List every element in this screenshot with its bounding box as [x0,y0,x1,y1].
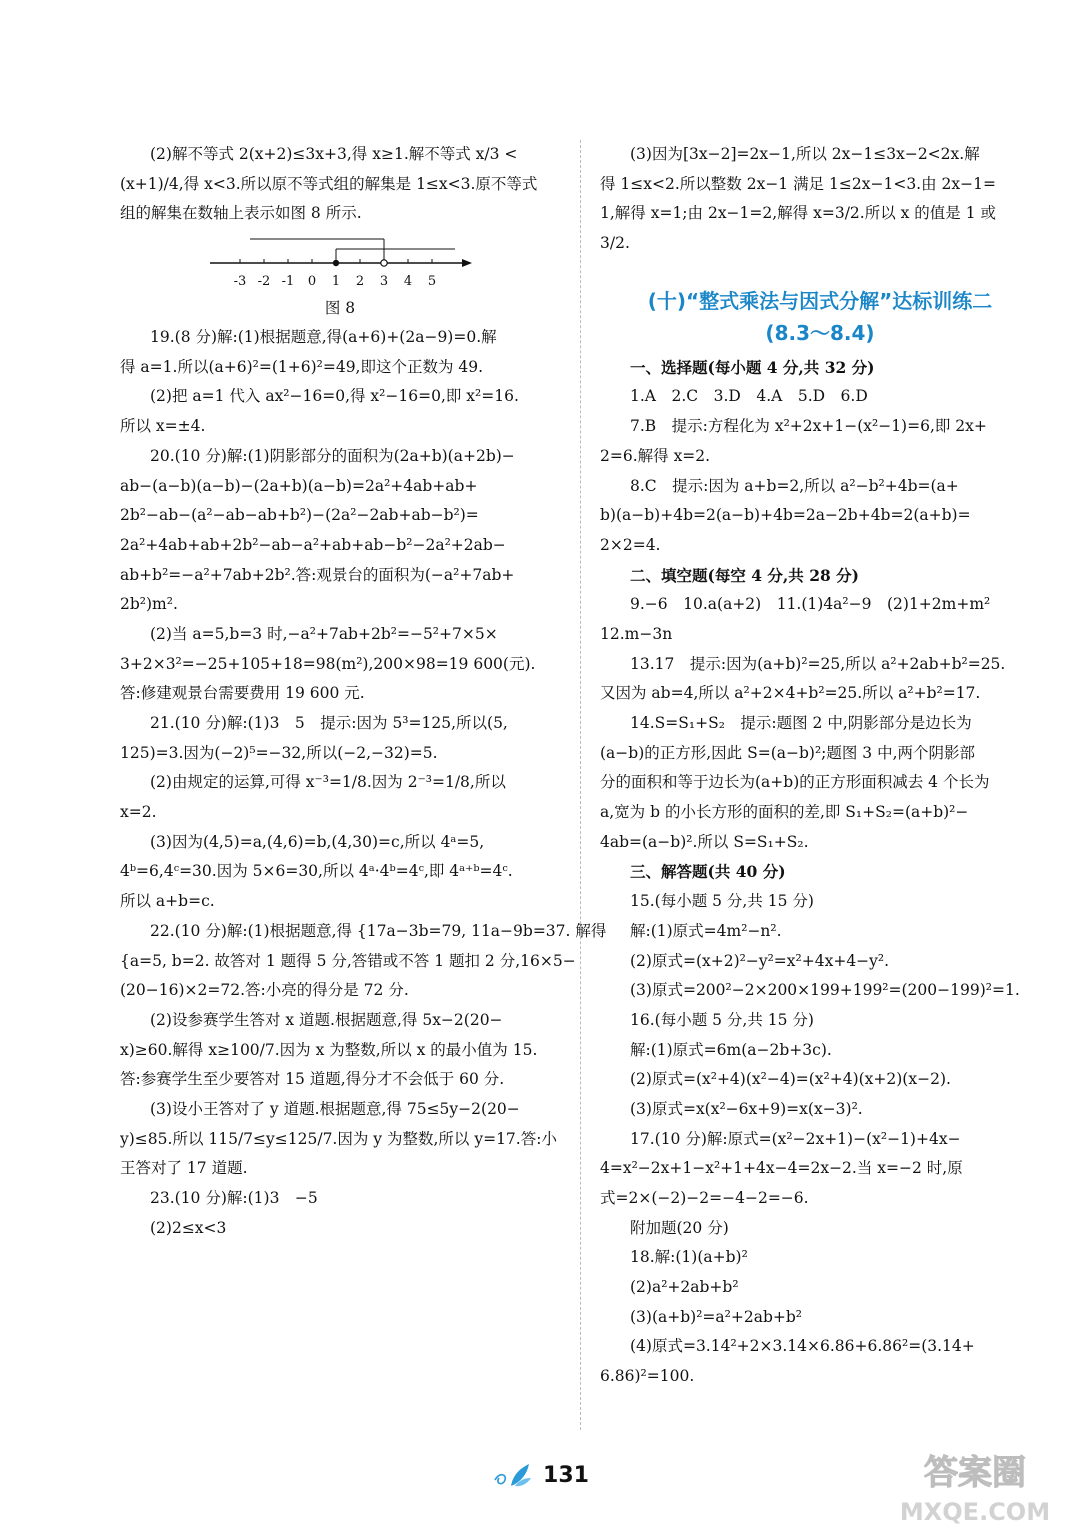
text-line: (3)原式=200²−2×200×199+199²=(200−199)²=1. [630,981,1020,1000]
right-column [600,140,1040,1392]
text-line: 分的面积和等于边长为(a+b)的正方形面积减去 4 个长为 [600,773,990,792]
number-line-diagram [210,233,480,293]
tick-label: 3 [379,274,389,290]
text-line: 8.C 提示:因为 a+b=2,所以 a²−b²+4b=(a+ [630,476,959,495]
text-line: 答:修建观景台需要费用 19 600 元. [120,684,365,703]
text-line: (3)设小王答对了 y 道题.根据题意,得 75≤5y−2(20− [150,1099,520,1118]
left-column [120,140,607,1243]
text-line: 二、填空题(每空 4 分,共 28 分) [630,565,860,585]
page-number: 131 [543,1462,589,1488]
text-line: 4ᵇ=6,4ᶜ=30.因为 5×6=30,所以 4ᵃ·4ᵇ=4ᶜ,即 4ᵃ⁺ᵇ=4ᶜ. [120,862,513,881]
text-line: 23.(10 分)解:(1)3 −5 [150,1189,318,1207]
leaf-swirl-icon [491,1460,535,1490]
text-line: 2=6.解得 x=2. [600,446,711,465]
text-line: (3)(a+b)²=a²+2ab+b² [630,1307,802,1326]
left-text-block-bottom [120,323,607,1243]
text-line: 得 a=1.所以(a+6)²=(1+6)²=49,即这个正数为 49. [120,357,484,376]
text-line: ab−(a−b)(a−b)−(2a+b)(a−b)=2a²+4ab+ab+ [120,476,478,495]
section-heading [600,285,1040,349]
right-text-block-bottom [600,353,1040,1392]
text-line: 又因为 ab=4,所以 a²+2×4+b²=25.所以 a²+b²=17. [600,684,981,703]
tick-label: 2 [355,274,365,290]
text-line: 17.(10 分)解:原式=(x²−2x+1)−(x²−1)+4x− [630,1129,961,1148]
text-line: 13.17 提示:因为(a+b)²=25,所以 a²+2ab+b²=25. [630,654,1006,673]
text-line: 2a²+4ab+ab+2b²−ab−a²+ab+ab−b²−2a²+2ab− [120,535,506,554]
text-line: 6.86)²=100. [600,1367,695,1386]
watermark-url: MXQE.COM [899,1498,1051,1526]
text-line: 15.(每小题 5 分,共 15 分) [630,892,814,911]
text-line: 附加题(20 分) [630,1218,729,1237]
text-line: 3/2. [600,234,630,253]
text-line: 9.−6 10.a(a+2) 11.(1)4a²−9 (2)1+2m+m² [630,595,991,614]
text-line: 2×2=4. [600,535,661,554]
text-line: (2)当 a=5,b=3 时,−a²+7ab+2b²=−5²+7×5× [150,624,498,643]
left-text-block-top [120,140,560,229]
text-line: (2)设参赛学生答对 x 道题.根据题意,得 5x−2(20− [150,1010,503,1029]
text-line: 1.A 2.C 3.D 4.A 5.D 6.D [630,387,868,406]
text-line: 解:(1)原式=4m²−n². [630,921,782,940]
section-subtitle: (8.3～8.4) [765,320,875,345]
tick-label: -2 [257,274,271,290]
text-line: 得 1≤x<2.所以整数 2x−1 满足 1≤2x−1<3.由 2x−1= [600,174,996,193]
text-line: 所以 x=±4. [120,417,206,436]
tick-label: 5 [427,274,437,290]
text-line: (3)因为[3x−2]=2x−1,所以 2x−1≤3x−2<2x.解 [630,145,980,163]
text-line: (3)原式=x(x²−6x+9)=x(x−3)². [630,1099,863,1118]
text-line: (x+1)/4,得 x<3.所以原不等式组的解集是 1≤x<3.原不等式 [120,174,538,193]
text-line: (2)由规定的运算,可得 x⁻³=1/8.因为 2⁻³=1/8,所以 [150,773,506,792]
text-line: (2)把 a=1 代入 ax²−16=0,得 x²−16=0,即 x²=16. [150,387,519,406]
axis-arrow [462,259,472,267]
text-line: x)≥60.解得 x≥100/7.因为 x 为整数,所以 x 的最小值为 15. [120,1040,538,1059]
watermark-graphic [880,1440,1070,1530]
tick-label: -1 [281,274,295,290]
watermark-logo [880,1440,1070,1530]
text-line: (2)a²+2ab+b² [630,1278,739,1297]
text-line: 解:(1)原式=6m(a−2b+3c). [630,1040,832,1059]
text-line: 三、解答题(共 40 分) [630,862,786,882]
text-line: 一、选择题(每小题 4 分,共 32 分) [630,357,875,377]
text-line: 18.解:(1)(a+b)² [630,1248,748,1267]
page-footer [470,1455,610,1495]
tick-label: 4 [403,274,413,290]
text-line: (2)2≤x<3 [150,1218,227,1237]
column-divider [580,140,581,1430]
section-title: (十)“整式乘法与因式分解”达标训练二 [647,288,993,313]
text-line: y)≤85.所以 115/7≤y≤125/7.因为 y 为整数,所以 y=17.答:小 [120,1129,557,1148]
number-line-figure [120,233,560,323]
text-line: 王答对了 17 道题. [120,1159,248,1178]
text-line: (4)原式=3.14²+2×3.14×6.86+6.86²=(3.14+ [630,1337,975,1356]
text-line: 答:参赛学生至少要答对 15 道题,得分才不会低于 60 分. [120,1070,505,1089]
right-text-block-top [600,140,1040,259]
text-line: 4=x²−2x+1−x²+1+4x−4=2x−2.当 x=−2 时,原 [600,1159,963,1178]
open-point-3 [381,260,387,266]
text-line: b)(a−b)+4b=2(a−b)+4b=2a−2b+4b=2(a+b)= [600,506,971,525]
text-line: ab+b²=−a²+7ab+2b².答:观景台的面积为(−a²+7ab+ [120,565,515,584]
text-line: 21.(10 分)解:(1)3 5 提示:因为 5³=125,所以(5, [150,714,508,732]
text-line: 20.(10 分)解:(1)阴影部分的面积为(2a+b)(a+2b)− [150,446,515,465]
text-line: x=2. [120,803,157,822]
watermark-text: 答案圈 [924,1453,1026,1493]
text-line: 14.S=S₁+S₂ 提示:题图 2 中,阴影部分是边长为 [630,714,972,732]
text-line: 2b²)m². [120,595,178,614]
tick-label: 0 [307,274,317,290]
text-line: (a−b)的正方形,因此 S=(a−b)²;题图 3 中,两个阴影部 [600,743,976,762]
text-line: 组的解集在数轴上表示如图 8 所示. [120,204,362,223]
tick-label: -3 [233,274,247,290]
text-line: 125)=3.因为(−2)⁵=−32,所以(−2,−32)=5. [120,743,438,762]
text-line: 2b²−ab−(a²−ab−ab+b²)−(2a²−2ab+ab−b²)= [120,506,479,525]
text-line: 16.(每小题 5 分,共 15 分) [630,1010,814,1029]
text-line: 所以 a+b=c. [120,892,215,911]
text-line: (2)原式=(x+2)²−y²=x²+4x+4−y². [630,951,890,970]
text-line: (20−16)×2=72.答:小亮的得分是 72 分. [120,981,409,1000]
text-line: (2)原式=(x²+4)(x²−4)=(x²+4)(x+2)(x−2). [630,1070,951,1089]
text-line: a,宽为 b 的小长方形的面积的差,即 S₁+S₂=(a+b)²− [600,803,969,822]
text-line: 7.B 提示:方程化为 x²+2x+1−(x²−1)=6,即 2x+ [630,417,987,436]
text-line: (2)解不等式 2(x+2)≤3x+3,得 x≥1.解不等式 x/3 < [150,145,518,163]
text-line: 1,解得 x=1;由 2x−1=2,解得 x=3/2.所以 x 的值是 1 或 [600,204,997,223]
text-line: 4ab=(a−b)².所以 S=S₁+S₂. [600,832,809,851]
text-line: 22.(10 分)解:(1)根据题意,得 {17a−3b=79, 11a−9b=37. 解得 [150,921,607,940]
text-line: (3)因为(4,5)=a,(4,6)=b,(4,30)=c,所以 4ᵃ=5, [150,832,485,851]
text-line: 19.(8 分)解:(1)根据题意,得(a+6)+(2a−9)=0.解 [150,328,497,347]
text-line: 3+2×3²=−25+105+18=98(m²),200×98=19 600(元). [120,654,536,673]
text-line: {a=5, b=2. 故答对 1 题得 5 分,答错或不答 1 题扣 2 分,16×5− [120,951,576,970]
text-line: 12.m−3n [600,624,673,643]
text-line: 式=2×(−2)−2=−4−2=−6. [600,1189,809,1207]
tick-label: 1 [331,274,341,290]
closed-point-1 [333,260,339,266]
figure-caption: 图 8 [324,299,356,318]
